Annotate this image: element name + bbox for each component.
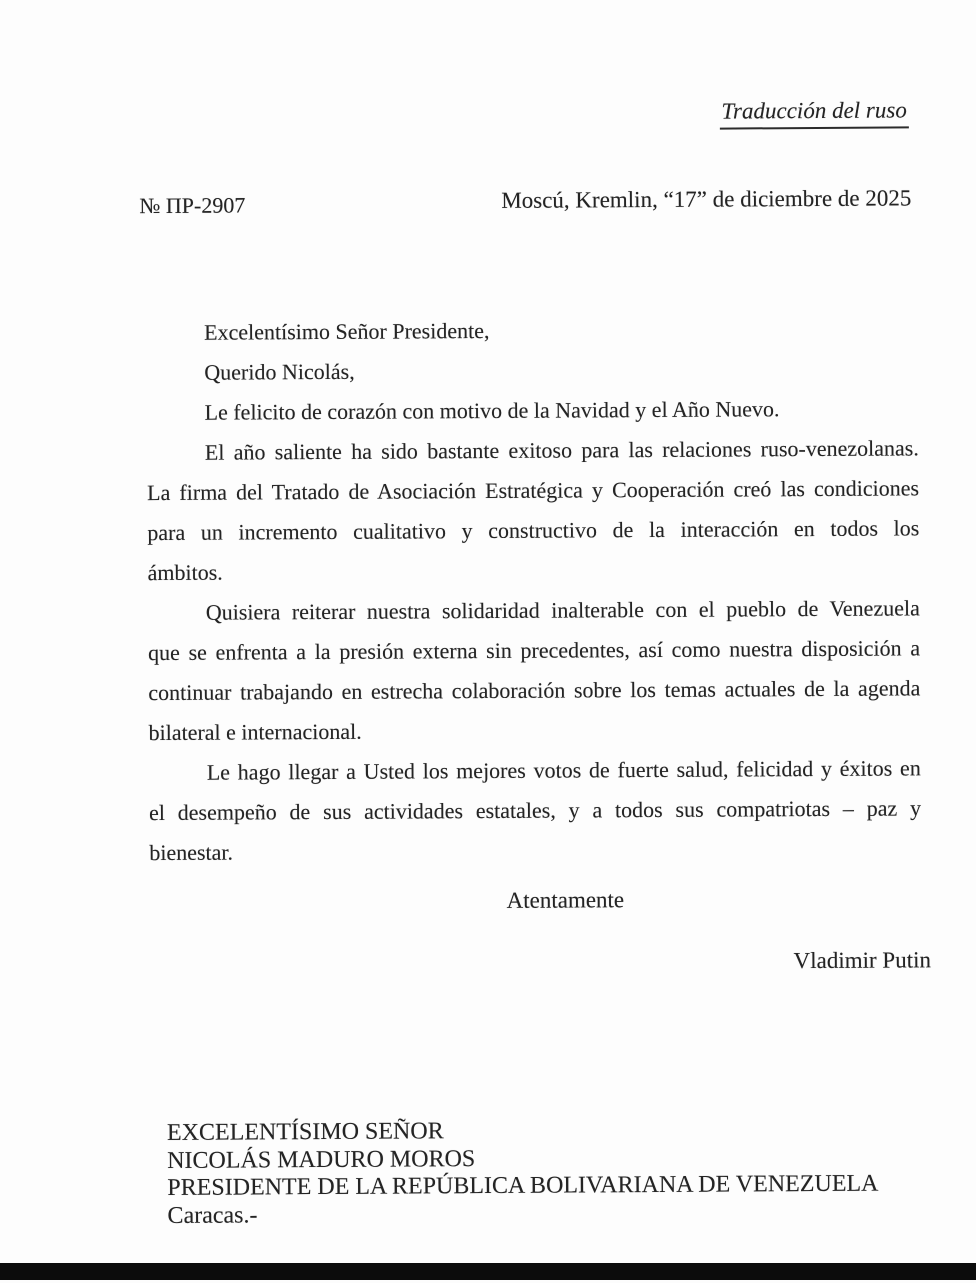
valediction: Atentamente [506, 887, 625, 913]
body-line: bilateral e internacional. [148, 718, 362, 746]
body-line: Le hago llegar a Usted los mejores votos de fuerte salud, felicidad y éxitos en [206, 755, 921, 785]
bottom-black-bar [0, 1263, 976, 1280]
body-line: Le felicito de corazón con motivo de la Navidad y el Año Nuevo. [204, 396, 780, 425]
body-line: La firma del Tratado de Asociación Estratégica y Cooperación creó las condiciones [147, 475, 920, 506]
addressee-line: EXCELENTÍSIMO SEÑOR [166, 1118, 444, 1146]
body-line: Excelentísimo Señor Presidente, [204, 317, 490, 345]
addressee-block [167, 1116, 879, 1230]
body-line: que se enfrenta a la presión externa sin precedentes, así como nuestra disposición a [147, 635, 921, 666]
body-line: Querido Nicolás, [204, 358, 355, 385]
addressee-line: PRESIDENTE DE LA REPÚBLICA BOLIVARIANA DE VENEZUELA [167, 1170, 879, 1201]
body-line: el desempeño de sus actividades estatales, y a todos sus compatriotas – paz y [148, 795, 922, 826]
body-line: ámbitos. [147, 559, 223, 586]
signer-name: Vladimir Putin [793, 947, 932, 974]
body-line: Quisiera reiterar nuestra solidaridad inalterable con el pueblo de Venezuela [205, 595, 920, 625]
addressee-line: NICOLÁS MADURO MOROS [167, 1145, 476, 1174]
translation-note: Traducción del ruso [719, 97, 908, 129]
addressee-line: Caracas.- [167, 1201, 258, 1229]
body-line: para un incremento cualitativo y constructivo de la interacción en todos los [147, 515, 920, 546]
body-line: continuar trabajando en estrecha colaboración sobre los temas actuales de la agenda [148, 675, 921, 706]
body-line: bienestar. [149, 839, 234, 866]
reference-number: № ПР-2907 [139, 192, 246, 219]
letter-body [146, 308, 921, 873]
dateline: Moscú, Kremlin, “17” de diciembre de 2025 [501, 185, 912, 213]
body-line: El año saliente ha sido bastante exitoso para las relaciones ruso-venezolanas. [204, 435, 919, 465]
